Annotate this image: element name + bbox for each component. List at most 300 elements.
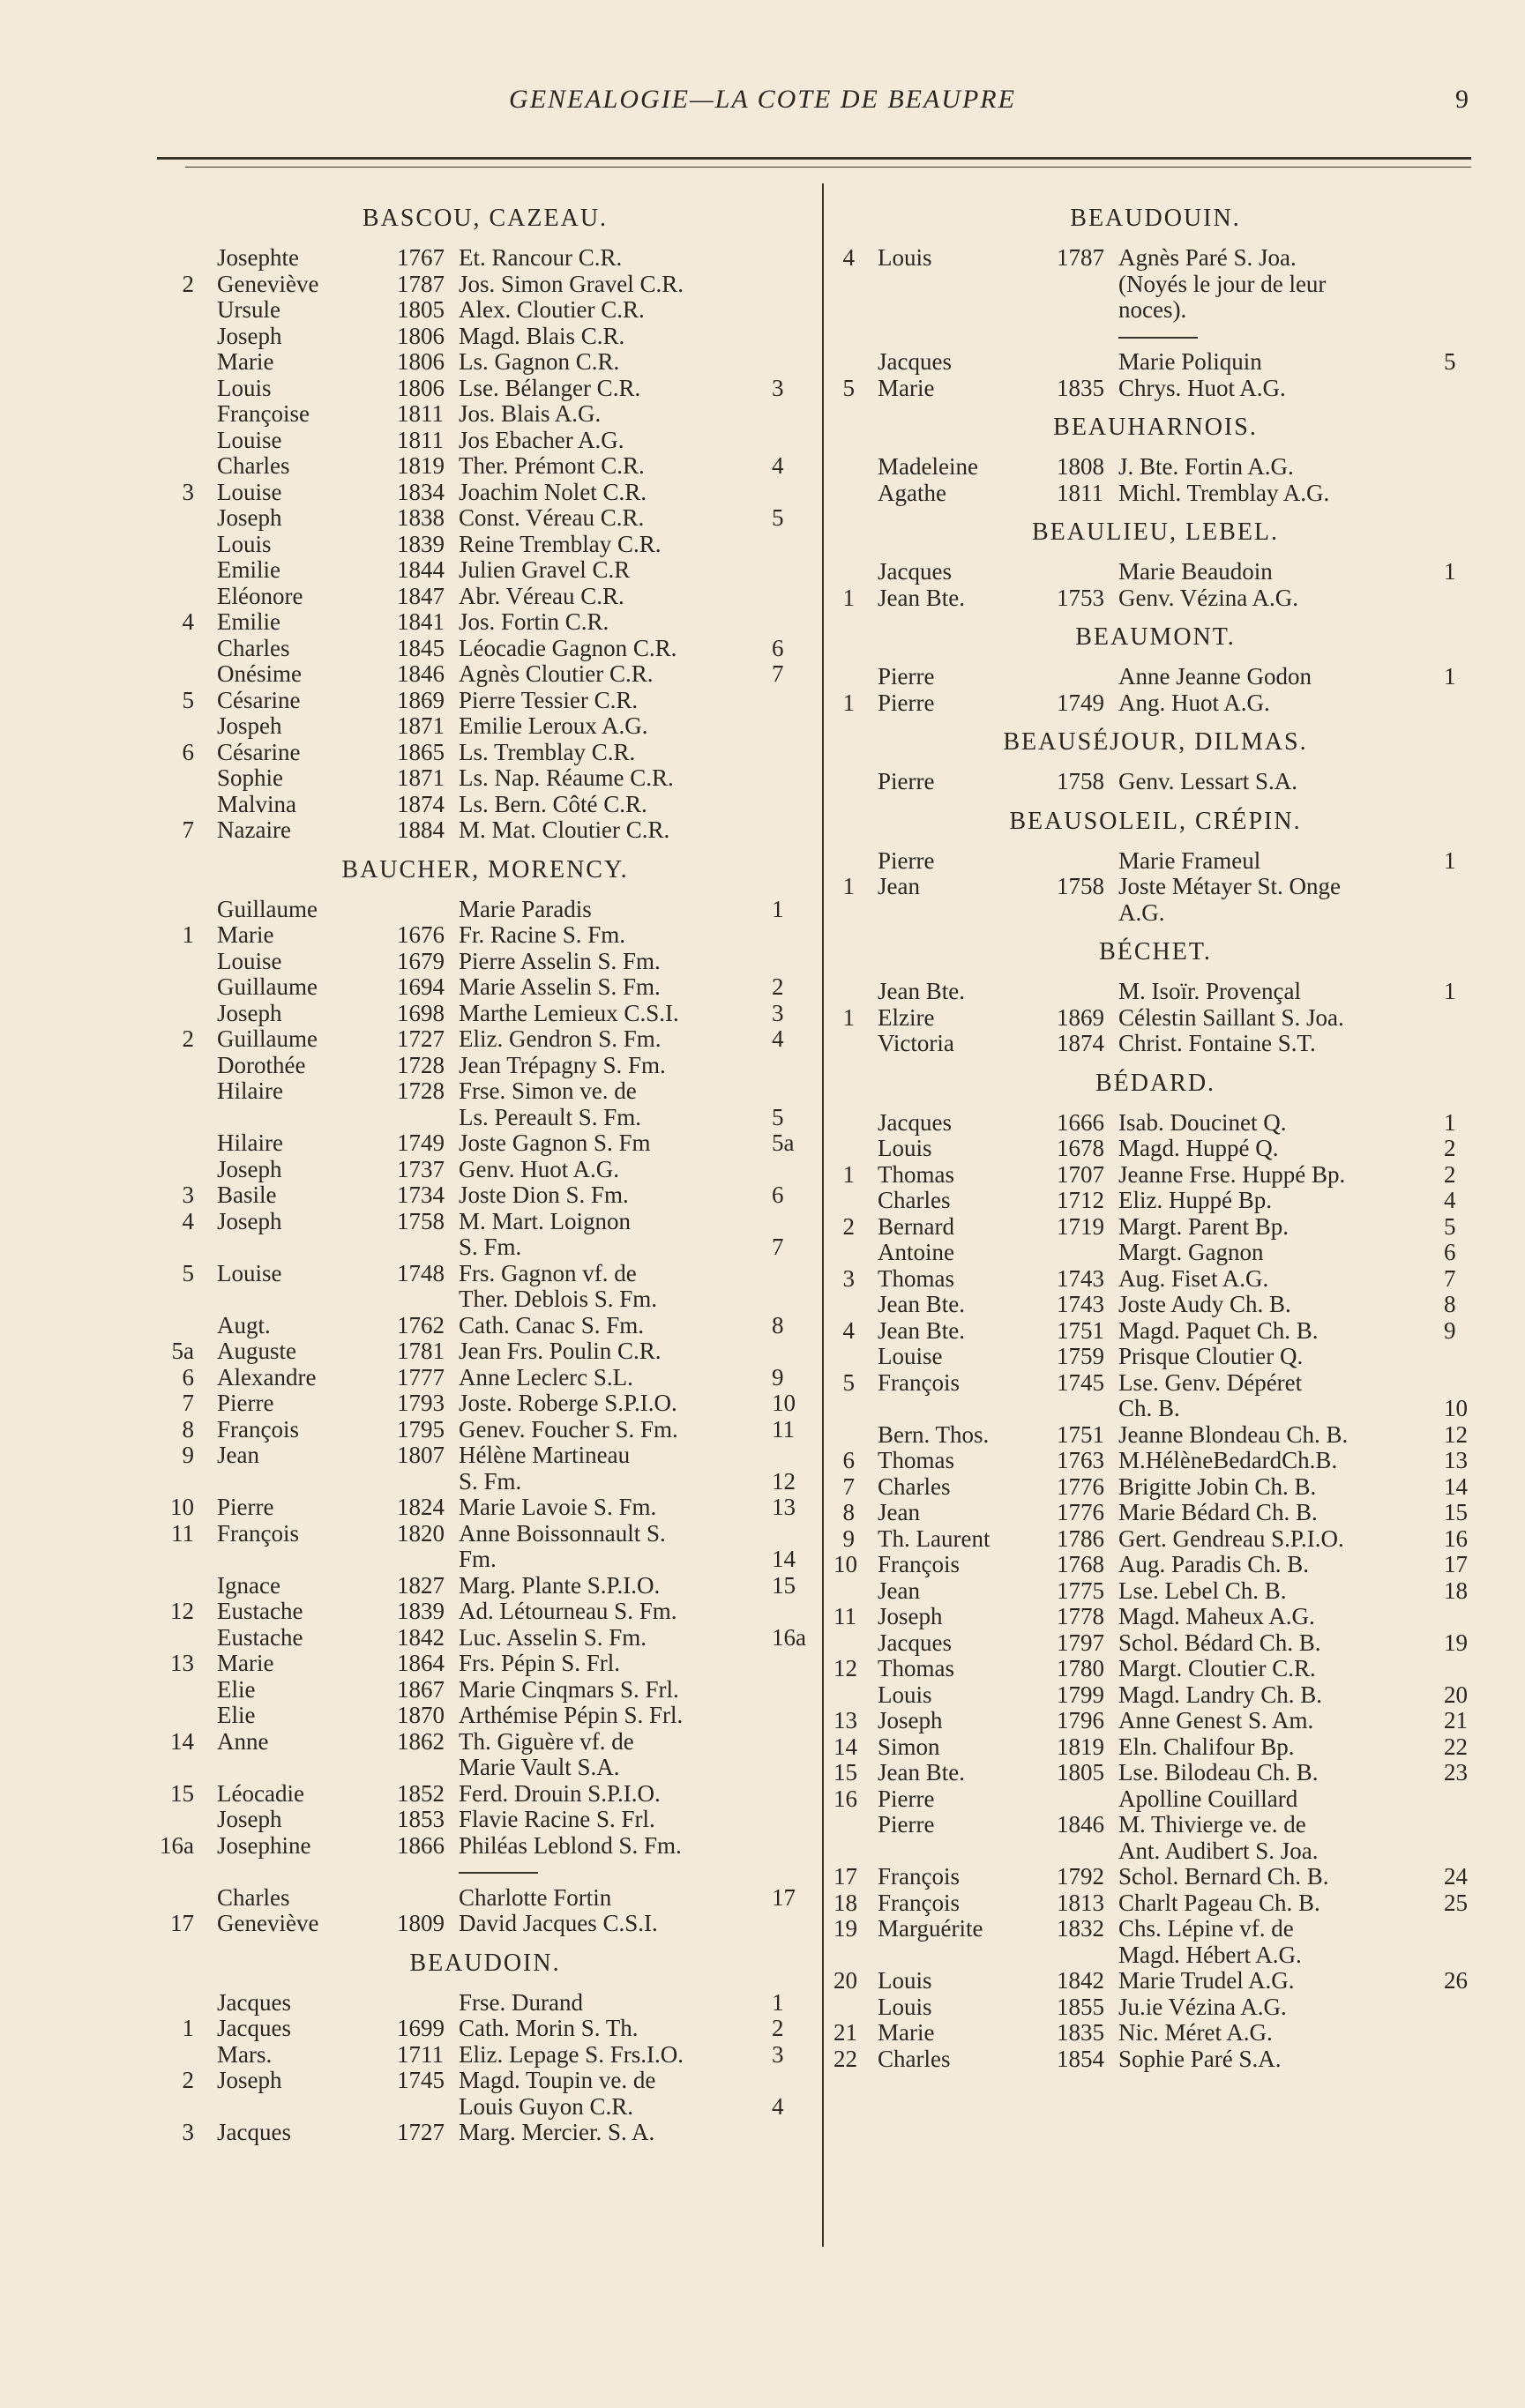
- genealogy-entry: [834, 1656, 1477, 1682]
- entry-spouse: Anne Boissonnault S.: [459, 1519, 666, 1547]
- entry-name: Pierre: [878, 1811, 935, 1838]
- genealogy-entry: [159, 324, 811, 350]
- entry-year: 1763: [1057, 1447, 1104, 1473]
- entry-number: 1: [842, 689, 855, 716]
- entry-name: Louis: [878, 1681, 932, 1708]
- entry-name: Joseph: [217, 322, 282, 349]
- entry-name: Eustache: [217, 1623, 303, 1651]
- entry-spouse: Brigitte Jobin Ch. B.: [1118, 1472, 1317, 1500]
- entry-name: Jacques: [878, 558, 952, 585]
- entry-spouse: Jos. Blais A.G.: [459, 400, 602, 427]
- entry-name: Josephte: [217, 244, 299, 271]
- genealogy-entry: [159, 245, 811, 272]
- entry-number: 1: [182, 2015, 194, 2041]
- entry-number: 1: [182, 921, 194, 948]
- entry-spouse: Louis Guyon C.R.: [459, 2092, 634, 2120]
- section-title: BEAUHARNOIS.: [1053, 414, 1258, 441]
- entry-year: 1805: [1057, 1759, 1104, 1785]
- genealogy-entry: [159, 1755, 811, 1781]
- entry-name: Eustache: [217, 1598, 303, 1624]
- entry-spouse: M.HélèneBedardCh.B.: [1118, 1447, 1338, 1473]
- entry-name: Geneviève: [217, 270, 319, 297]
- entry-year: 1838: [397, 504, 445, 531]
- family-section: [834, 401, 1477, 506]
- entry-name: Joseph: [878, 1603, 943, 1629]
- page-number: 9: [1455, 85, 1469, 114]
- entry-number: 4: [842, 244, 855, 271]
- entry-year: 1806: [397, 374, 445, 401]
- entry-spouse: Magd. Hébert A.G.: [1118, 1941, 1302, 1968]
- entry-name: Joseph: [217, 999, 282, 1026]
- entry-spouse: Aug. Fiset A.G.: [1118, 1264, 1269, 1292]
- entry-number: 12: [834, 1655, 857, 1681]
- entry-year: 1845: [397, 634, 445, 661]
- entry-name: Thomas: [878, 1160, 954, 1188]
- entry-name: Geneviève: [217, 1910, 319, 1936]
- entry-child-ref: 17: [1444, 1551, 1468, 1577]
- family-section: [834, 1057, 1477, 2073]
- entry-child-ref: 22: [1444, 1733, 1468, 1760]
- entry-spouse: Joste. Roberge S.P.I.O.: [459, 1390, 677, 1416]
- entry-spouse: Cath. Morin S. Th.: [459, 2015, 639, 2041]
- genealogy-entry: [159, 974, 811, 1001]
- entry-spouse: Chrys. Huot A.G.: [1118, 374, 1286, 401]
- entry-name: François: [878, 1551, 960, 1577]
- entry-spouse: M. Isoïr. Provençal: [1118, 978, 1301, 1004]
- genealogy-entry: [159, 1729, 811, 1756]
- entry-spouse: Magd. Landry Ch. B.: [1118, 1681, 1322, 1708]
- genealogy-entry: [834, 1396, 1477, 1422]
- entry-child-ref: 1: [1444, 663, 1456, 690]
- entry-child-ref: 9: [772, 1363, 784, 1390]
- entry-spouse: Alex. Cloutier C.R.: [459, 296, 645, 323]
- family-section: [834, 506, 1477, 611]
- genealogy-entry: [159, 1990, 811, 2017]
- entry-child-ref: 7: [772, 1234, 784, 1260]
- entry-child-ref: 14: [772, 1546, 796, 1572]
- entry-spouse: Ad. Létourneau S. Fm.: [459, 1598, 677, 1624]
- entry-name: Joseph: [217, 1155, 282, 1182]
- genealogy-entry: [159, 1469, 811, 1495]
- entry-name: Jean: [878, 1577, 920, 1604]
- section-title: BÉCHET.: [1099, 938, 1212, 965]
- entry-child-ref: 1: [772, 1988, 784, 2016]
- entry-spouse: Julien Gravel C.R: [459, 556, 631, 583]
- genealogy-entry: [159, 661, 811, 688]
- entry-child-ref: 25: [1444, 1889, 1468, 1916]
- entry-name: Dorothée: [217, 1051, 306, 1078]
- genealogy-entry: [834, 1422, 1477, 1449]
- entry-spouse: David Jacques C.S.I.: [459, 1910, 658, 1936]
- genealogy-entry: [834, 1136, 1477, 1162]
- entry-spouse: Genv. Huot A.G.: [459, 1155, 619, 1182]
- entry-spouse: Jos. Fortin C.R.: [459, 608, 609, 635]
- entry-child-ref: 14: [1444, 1472, 1468, 1500]
- entry-name: Elie: [217, 1702, 256, 1728]
- entry-number: 14: [834, 1733, 857, 1760]
- entry-name: François: [878, 1863, 960, 1890]
- entry-spouse: Marg. Mercier. S. A.: [459, 2119, 655, 2145]
- entry-year: 1799: [1057, 1681, 1104, 1708]
- entry-year: 1871: [397, 712, 445, 739]
- entry-year: 1862: [397, 1727, 445, 1755]
- entry-name: Pierre: [878, 1785, 935, 1812]
- entry-name: Charles: [878, 1187, 951, 1213]
- entry-spouse: Joste Métayer St. Onge: [1118, 873, 1341, 899]
- entry-spouse: Jeanne Frse. Huppé Bp.: [1118, 1160, 1346, 1188]
- entry-number: 15: [834, 1759, 857, 1785]
- genealogy-entry: [159, 636, 811, 662]
- genealogy-entry: [834, 874, 1477, 900]
- entry-year: 1676: [397, 921, 445, 948]
- entry-name: Jean: [878, 873, 920, 899]
- separator-rule: [459, 1872, 538, 1874]
- genealogy-entry: [159, 1105, 811, 1131]
- entry-child-ref: 5: [772, 504, 784, 531]
- entry-year: 1699: [397, 2015, 445, 2041]
- entry-spouse: Hélène Martineau: [459, 1442, 631, 1468]
- entry-number: 3: [182, 1182, 194, 1208]
- genealogy-entry: [834, 1812, 1477, 1838]
- entry-name: Thomas: [878, 1655, 954, 1681]
- entry-number: 3: [842, 1264, 855, 1292]
- entry-spouse: Isab. Doucinet Q.: [1118, 1108, 1287, 1136]
- entry-child-ref: 10: [772, 1390, 796, 1416]
- entry-year: 1786: [1057, 1525, 1104, 1552]
- genealogy-entry: [159, 609, 811, 636]
- entry-year: 1762: [397, 1311, 445, 1338]
- genealogy-entry: [159, 1234, 811, 1261]
- separator-rule: [1118, 337, 1198, 339]
- entry-year: 1737: [397, 1155, 445, 1182]
- genealogy-entry: [834, 1526, 1477, 1553]
- entry-spouse: Marie Vault S.A.: [459, 1754, 620, 1780]
- genealogy-entry: [159, 1573, 811, 1599]
- entry-name: Jean Bte.: [878, 584, 965, 611]
- entry-year: 1795: [397, 1415, 445, 1443]
- genealogy-entry: [159, 1911, 811, 1937]
- entry-child-ref: 1: [1444, 1108, 1456, 1136]
- entry-child-ref: 2: [1444, 1160, 1456, 1188]
- entry-number: 8: [182, 1415, 194, 1443]
- entry-year: 1768: [1057, 1551, 1104, 1577]
- section-title: BEAUDOIN.: [409, 1949, 561, 1977]
- entry-child-ref: 13: [1444, 1447, 1468, 1473]
- genealogy-entry: [834, 245, 1477, 272]
- entry-spouse: Marie Lavoie S. Fm.: [459, 1494, 657, 1520]
- entry-year: 1874: [1057, 1030, 1104, 1056]
- left-column: [159, 192, 811, 2146]
- entry-name: Jacques: [217, 2119, 291, 2145]
- entry-name: Ignace: [217, 1571, 280, 1599]
- entry-year: 1776: [1057, 1499, 1104, 1525]
- genealogy-entry: [834, 1266, 1477, 1293]
- entry-number: 6: [842, 1447, 855, 1473]
- entry-year: 1780: [1057, 1655, 1104, 1681]
- entry-child-ref: 5a: [772, 1129, 795, 1156]
- entry-year: 1819: [1057, 1733, 1104, 1760]
- entry-child-ref: 3: [772, 999, 784, 1026]
- entry-number: 2: [182, 2067, 194, 2093]
- entry-spouse: Lse. Bilodeau Ch. B.: [1118, 1759, 1319, 1785]
- entry-spouse: Frse. Simon ve. de: [459, 1077, 637, 1104]
- genealogy-entry: [159, 1495, 811, 1521]
- entry-number: 12: [170, 1598, 194, 1624]
- entry-spouse: Margt. Gagnon: [1118, 1239, 1264, 1265]
- entry-child-ref: 9: [1444, 1316, 1456, 1344]
- entry-year: 1813: [1057, 1889, 1104, 1916]
- entry-spouse: Marie Paradis: [459, 895, 592, 922]
- genealogy-entry: [159, 2094, 811, 2121]
- entry-year: 1806: [397, 322, 445, 349]
- genealogy-entry: [159, 1261, 811, 1287]
- genealogy-entry: [834, 1214, 1477, 1241]
- entry-child-ref: 3: [772, 374, 784, 401]
- entry-spouse: Schol. Bédard Ch. B.: [1118, 1629, 1321, 1656]
- entry-child-ref: 16: [1444, 1525, 1468, 1552]
- genealogy-entry: [834, 1838, 1477, 1865]
- genealogy-entry: [834, 1916, 1477, 1942]
- entry-spouse: Ls. Bern. Côté C.R.: [459, 790, 647, 817]
- entry-spouse: Emilie Leroux A.G.: [459, 712, 648, 739]
- entry-name: Louise: [217, 426, 282, 453]
- entry-name: Louis: [878, 1967, 932, 1994]
- entry-name: Alexandre: [217, 1363, 317, 1390]
- entry-name: Louis: [878, 1993, 932, 2020]
- genealogy-entry: [159, 1338, 811, 1365]
- genealogy-entry: [159, 765, 811, 792]
- entry-child-ref: 26: [1444, 1967, 1468, 1994]
- entry-name: François: [217, 1519, 299, 1547]
- entry-name: Th. Laurent: [878, 1525, 991, 1552]
- entry-name: Louise: [217, 478, 282, 505]
- entry-spouse: Ferd. Drouin S.P.I.O.: [459, 1779, 661, 1807]
- entry-child-ref: 12: [1444, 1420, 1468, 1448]
- entry-spouse: Anne Leclerc S.L.: [459, 1363, 633, 1390]
- genealogy-entry: [159, 817, 811, 844]
- entry-year: 1853: [397, 1806, 445, 1832]
- entry-spouse: Ls. Tremblay C.R.: [459, 738, 636, 765]
- entry-year: 1758: [1057, 873, 1104, 899]
- genealogy-entry: [159, 1443, 811, 1469]
- entry-child-ref: 18: [1444, 1577, 1468, 1604]
- entry-name: Pierre: [217, 1494, 274, 1520]
- genealogy-entry: [159, 688, 811, 714]
- entry-name: Guillaume: [217, 895, 318, 922]
- entry-name: Françoise: [217, 400, 310, 427]
- entry-number: 16: [834, 1785, 857, 1812]
- entry-spouse: Ls. Nap. Réaume C.R.: [459, 764, 674, 791]
- entry-child-ref: 8: [1444, 1291, 1456, 1317]
- entry-year: 1844: [397, 556, 445, 583]
- genealogy-entry: [834, 769, 1477, 795]
- entry-spouse: Prisque Cloutier Q.: [1118, 1343, 1304, 1369]
- entry-year: 1792: [1057, 1863, 1104, 1890]
- genealogy-entry: [159, 1313, 811, 1339]
- genealogy-entry: [159, 1547, 811, 1573]
- entry-spouse: S. Fm.: [459, 1467, 522, 1495]
- entry-name: Jospeh: [217, 712, 282, 739]
- entry-name: Jacques: [878, 1629, 952, 1656]
- entry-year: 1749: [397, 1129, 445, 1156]
- entry-number: 3: [182, 478, 194, 505]
- entry-name: Marie: [217, 1650, 274, 1676]
- genealogy-entry: [834, 690, 1477, 717]
- genealogy-entry: [159, 480, 811, 506]
- entry-spouse: Joachim Nolet C.R.: [459, 478, 647, 505]
- entry-name: Marie: [878, 374, 935, 401]
- entry-child-ref: 12: [772, 1467, 796, 1495]
- entry-spouse: Jean Trépagny S. Fm.: [459, 1051, 666, 1078]
- genealogy-entry: [834, 454, 1477, 481]
- entry-number: 13: [170, 1650, 194, 1676]
- entry-spouse: Ju.ie Vézina A.G.: [1118, 1993, 1287, 2020]
- entry-name: Simon: [878, 1733, 940, 1760]
- entry-spouse: Charlotte Fortin: [459, 1883, 612, 1911]
- entry-child-ref: 2: [1444, 1135, 1456, 1161]
- entry-spouse: Anne Jeanne Godon: [1118, 663, 1312, 690]
- genealogy-entry: [159, 1209, 811, 1235]
- section-title: BÉDARD.: [1095, 1069, 1216, 1097]
- entry-year: 1819: [397, 452, 445, 479]
- entry-spouse: Marie Cinqmars S. Frl.: [459, 1675, 679, 1703]
- entry-name: Charles: [217, 1883, 290, 1911]
- genealogy-entry: [159, 922, 811, 949]
- genealogy-entry: [834, 1630, 1477, 1657]
- entry-name: Thomas: [878, 1447, 954, 1473]
- genealogy-entry: [159, 1365, 811, 1391]
- genealogy-entry: [159, 272, 811, 298]
- entry-child-ref: 1: [1444, 978, 1456, 1004]
- entry-year: 1748: [397, 1259, 445, 1286]
- entry-child-ref: 1: [1444, 846, 1456, 874]
- entry-name: Louis: [878, 1135, 932, 1161]
- entry-year: 1776: [1057, 1472, 1104, 1500]
- genealogy-entry: [159, 428, 811, 454]
- entry-number: 8: [842, 1499, 855, 1525]
- entry-name: Guillaume: [217, 973, 318, 1000]
- entry-spouse: Eln. Chalifour Bp.: [1118, 1733, 1295, 1760]
- entry-spouse: Marg. Plante S.P.I.O.: [459, 1571, 661, 1599]
- entry-year: 1775: [1057, 1577, 1104, 1604]
- entry-spouse: Marie Poliquin: [1118, 348, 1262, 375]
- entry-name: Pierre: [878, 663, 935, 690]
- entry-name: Louise: [217, 947, 282, 974]
- entry-spouse: Michl. Tremblay A.G.: [1118, 479, 1330, 506]
- genealogy-entry: [159, 2042, 811, 2069]
- entry-year: 1796: [1057, 1707, 1104, 1733]
- entry-spouse: M. Mat. Cloutier C.R.: [459, 816, 670, 843]
- entry-year: 1839: [397, 530, 445, 557]
- entry-name: Jean Bte.: [878, 1759, 965, 1785]
- entry-spouse: Ther. Deblois S. Fm.: [459, 1286, 658, 1312]
- entry-number: 17: [170, 1910, 194, 1936]
- entry-year: 1787: [1057, 244, 1104, 271]
- genealogy-entry: [159, 532, 811, 558]
- entry-year: 1751: [1057, 1420, 1104, 1448]
- genealogy-entry: [159, 1651, 811, 1677]
- entry-number: 6: [182, 1363, 194, 1390]
- entry-name: Hilaire: [217, 1077, 283, 1104]
- genealogy-entry: [159, 1677, 811, 1703]
- entry-name: Pierre: [217, 1390, 274, 1416]
- entry-child-ref: 11: [772, 1415, 795, 1443]
- genealogy-entry: [159, 1130, 811, 1157]
- genealogy-entry: [159, 2016, 811, 2042]
- entry-number: 6: [182, 738, 194, 765]
- entry-spouse: Nic. Méret A.G.: [1118, 2019, 1273, 2046]
- entry-child-ref: 6: [1444, 1239, 1456, 1265]
- entry-year: 1758: [1057, 768, 1104, 794]
- entry-number: 4: [182, 608, 194, 635]
- genealogy-entry: [834, 1994, 1477, 2021]
- entry-number: 14: [170, 1727, 194, 1755]
- entry-child-ref: 2: [772, 973, 784, 1000]
- entry-spouse: Reine Tremblay C.R.: [459, 530, 662, 557]
- entry-spouse: Philéas Leblond S. Fm.: [459, 1831, 682, 1859]
- entry-year: 1728: [397, 1077, 445, 1104]
- entry-name: François: [878, 1889, 960, 1916]
- entry-number: 2: [182, 1025, 194, 1052]
- genealogy-entry: [159, 1885, 811, 1912]
- entry-spouse: Pierre Tessier C.R.: [459, 686, 639, 713]
- entry-spouse: Chs. Lépine vf. de: [1118, 1915, 1294, 1942]
- entry-number: 11: [834, 1603, 856, 1629]
- entry-spouse: Agnès Paré S. Joa.: [1118, 244, 1297, 271]
- genealogy-entry: [834, 1292, 1477, 1318]
- genealogy-entry: [834, 1734, 1477, 1761]
- entry-year: 1797: [1057, 1629, 1104, 1656]
- entry-spouse: A.G.: [1118, 898, 1165, 926]
- genealogy-entry: [159, 1182, 811, 1209]
- entry-year: 1811: [397, 426, 444, 453]
- entry-name: Nazaire: [217, 816, 291, 843]
- entry-name: Jean Bte.: [878, 1316, 965, 1344]
- entry-name: Louise: [217, 1259, 282, 1286]
- entry-year: 1870: [397, 1702, 445, 1728]
- genealogy-entry: [834, 1786, 1477, 1813]
- entry-number: 9: [182, 1442, 194, 1468]
- right-column: [834, 192, 1477, 2072]
- genealogy-entry: [159, 897, 811, 923]
- entry-child-ref: 13: [772, 1494, 796, 1520]
- genealogy-entry: [834, 1968, 1477, 1994]
- genealogy-entry: [159, 1833, 811, 1860]
- entry-spouse: Ls. Gagnon C.R.: [459, 348, 620, 375]
- genealogy-entry: [159, 1417, 811, 1443]
- entry-spouse: Joste Audy Ch. B.: [1118, 1291, 1291, 1317]
- entry-year: 1871: [397, 764, 445, 791]
- genealogy-entry: [834, 559, 1477, 585]
- entry-name: Léocadie: [217, 1779, 304, 1807]
- entry-year: 1855: [1057, 1993, 1104, 2020]
- entry-name: Eléonore: [217, 582, 303, 609]
- entry-spouse: Th. Giguère vf. de: [459, 1727, 634, 1755]
- entry-spouse: Lse. Genv. Dépéret: [1118, 1368, 1303, 1396]
- entry-name: Mars.: [217, 2040, 273, 2068]
- entry-number: 4: [182, 1207, 194, 1234]
- entry-number: 19: [834, 1915, 857, 1942]
- entry-name: Charles: [878, 1472, 951, 1500]
- entry-spouse: Genev. Foucher S. Fm.: [459, 1415, 678, 1443]
- genealogy-entry: [159, 376, 811, 402]
- genealogy-entry: [159, 740, 811, 766]
- entry-name: Madeleine: [878, 453, 978, 480]
- entry-spouse: Marie Trudel A.G.: [1118, 1967, 1295, 1994]
- entry-name: Jacques: [217, 2015, 291, 2041]
- entry-year: 1758: [397, 1207, 445, 1234]
- genealogy-entry: [159, 349, 811, 376]
